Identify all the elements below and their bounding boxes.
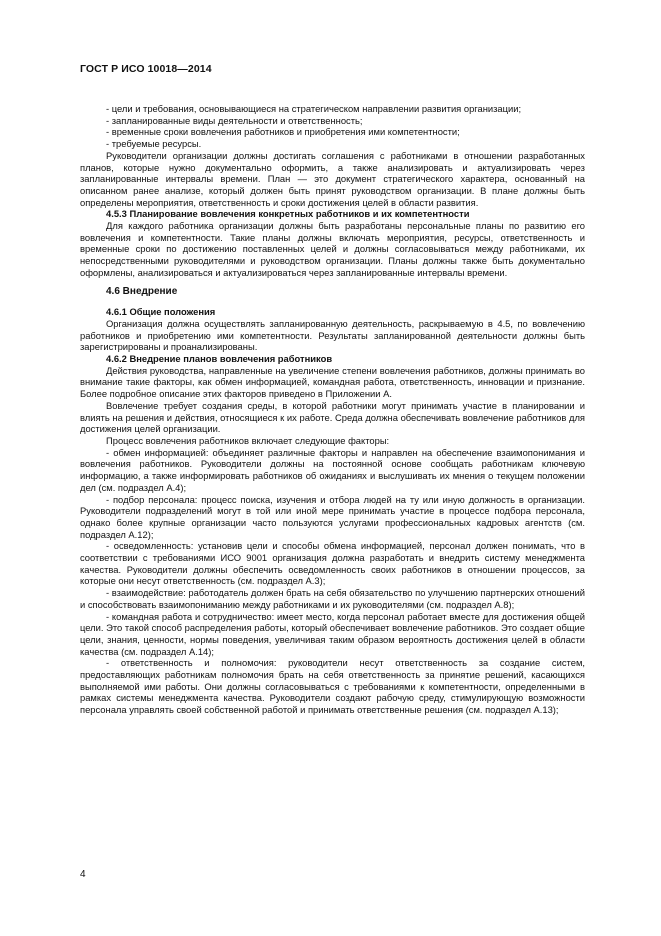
paragraph: Действия руководства, направленные на увеличение степени вовлечения работников, должны принимать во внимание такие факторы, как обмен информацией, командная работа, ответственность, инновации и признание. Более подробное описание этих факторов приведено в Приложении А.	[80, 364, 585, 400]
paragraph: Вовлечение требует создания среды, в которой работники могут принимать участие в планировании и влиять на решения и действия, относящиеся к их работе. Среда должна обеспечивать вовлечение работников для достижения целей организации.	[80, 399, 585, 435]
paragraph: Процесс вовлечения работников включает следующие факторы:	[106, 434, 390, 446]
document-header: ГОСТ Р ИСО 10018—2014	[80, 63, 212, 75]
list-item: - взаимодействие: работодатель должен брать на себя обязательство по улучшению партнерских отношений и способствовать взаимопониманию между работниками и их руководителями (см. подраздел А.8);	[80, 587, 585, 610]
subsection-heading: 4.5.3 Планирование вовлечения конкретных работников и их компетентности	[106, 208, 470, 220]
subsection-heading: 4.6.1 Общие положения	[106, 306, 216, 318]
list-item: - запланированные виды деятельности и ответственность;	[106, 114, 363, 126]
section-heading: 4.6 Внедрение	[106, 285, 178, 297]
list-item: - осведомленность: установив цели и способы обмена информацией, персонал должен понимать, что в соответствии с требованиями ИСО 9001 организация должна разработать и внедрить систему менеджмента качества. Руководители должны обеспечить осведомленность своих работников в отношении процессов, за которые они несут ответственность (см. подраздел А.3);	[80, 540, 585, 587]
subsection-heading: 4.6.2 Внедрение планов вовлечения работников	[106, 353, 333, 365]
document-body	[80, 103, 585, 716]
paragraph: Организация должна осуществлять запланированную деятельность, раскрываемую в 4.5, по вовлечению работников и приобретению ими компетентности. Результаты запланированной деятельности должны быть зарегистрированы и проанализированы.	[80, 317, 585, 353]
list-item: - подбор персонала: процесс поиска, изучения и отбора людей на ту или иную должность в организации. Руководители подразделений могут в той или иной мере принимать участие в процессе подбора персонала, однако более крупные организации часто пользуются услугами профессиональных кадровых агентств (см. подраздел А.12);	[80, 493, 585, 540]
list-item: - командная работа и сотрудничество: имеет место, когда персонал работает вместе для достижения общей цели. Это такой способ распределения работы, который обеспечивает вовлечение работников. Это создает общие цели, знания, ценности, нормы поведения, увеличивая таким образом вероятность достижения целей в области качества (см. подраздел А.14);	[80, 610, 585, 657]
page-number: 4	[80, 869, 86, 880]
paragraph: Руководители организации должны достигать соглашения с работниками в отношении разработанных планов, которые нужно документально оформить, а также анализировать и актуализировать через запланированные интервалы времени. План — это документ стратегического характера, основанный на описанном ранее анализе, который должен быть принят руководством организации. В плане должны быть определены мероприятия, ответственность и сроки достижения целей в области развития.	[80, 149, 585, 208]
list-item: - требуемые ресурсы.	[106, 138, 202, 150]
list-item: - цели и требования, основывающиеся на стратегическом направлении развития организации;	[106, 103, 522, 114]
list-item: - обмен информацией: объединяет различные факторы и направлен на обеспечение взаимопонимания и вовлечения работников. Руководители должны на постоянной основе сообщать работникам ключевую информацию, а также информировать работников об ожиданиях и выслушивать их мнения о текущем положении дел (см. подраздел А.4);	[80, 446, 585, 493]
list-item: - временные сроки вовлечения работников и приобретения ими компетентности;	[106, 126, 460, 138]
list-item: - ответственность и полномочия: руководители несут ответственность за создание систем, предоставляющих работникам полномочия брать на себя ответственность за принятие решений, касающихся выполняемой ими работы. Они должны согласовываться с требованиями к компетентности, определенными в рамках системы менеджмента качества. Руководители создают рабочую среду, стимулирующую возможности персонала управлять своей собственной работой и принимать ответственные решения (см. подраздел А.13);	[80, 657, 585, 716]
paragraph: Для каждого работника организации должны быть разработаны персональные планы по развитию его вовлечения и компетентности. Такие планы должны включать мероприятия, ресурсы, ответственность и временные сроки по достижению поставленных целей и должны согласовываться между работниками, их непосредственными руководителями и руководством организации. Планы должны также быть документально оформлены, анализироваться и актуализироваться через запланированные интервалы времени.	[80, 220, 585, 278]
